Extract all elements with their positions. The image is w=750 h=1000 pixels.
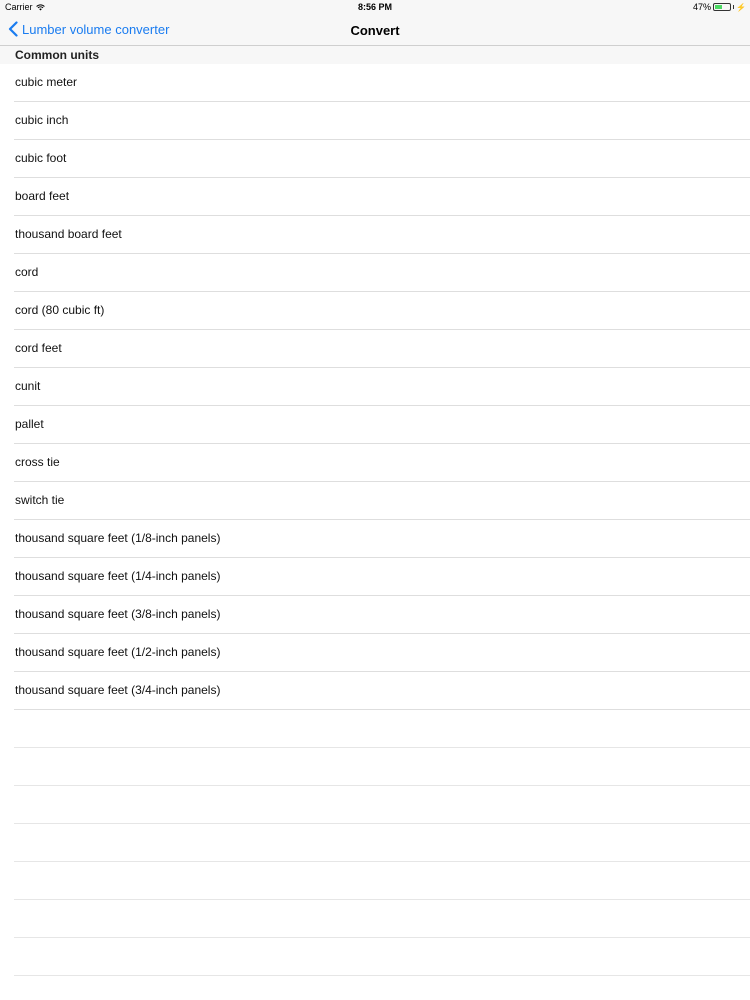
list-item[interactable] xyxy=(0,368,750,406)
empty-row xyxy=(0,938,750,976)
list-item-label: switch tie xyxy=(15,493,65,507)
list-item[interactable] xyxy=(0,64,750,102)
battery-tip xyxy=(733,5,734,9)
list-item-label: cunit xyxy=(15,379,41,393)
units-list xyxy=(0,64,750,976)
empty-row xyxy=(0,786,750,824)
list-item-label: board feet xyxy=(15,189,70,203)
list-item-label: cord (80 cubic ft) xyxy=(15,303,105,317)
charging-icon: ⚡ xyxy=(736,2,746,12)
list-item[interactable] xyxy=(0,634,750,672)
list-item[interactable] xyxy=(0,292,750,330)
battery-percent: 47% xyxy=(693,2,712,12)
list-item-label: cord feet xyxy=(15,341,62,355)
empty-row xyxy=(0,824,750,862)
list-item[interactable] xyxy=(0,140,750,178)
list-item[interactable] xyxy=(0,444,750,482)
empty-row xyxy=(0,900,750,938)
section-title: Common units xyxy=(15,48,99,62)
empty-row xyxy=(0,710,750,748)
list-item-label: thousand square feet (1/8-inch panels) xyxy=(15,531,221,545)
list-item-label: cross tie xyxy=(15,455,60,469)
carrier-label: Carrier xyxy=(5,2,33,12)
list-item-label: thousand square feet (3/8-inch panels) xyxy=(15,607,221,621)
back-button-label: Lumber volume converter xyxy=(22,21,170,37)
list-item[interactable] xyxy=(0,216,750,254)
list-item[interactable] xyxy=(0,672,750,710)
status-time: 8:56 PM xyxy=(357,2,392,12)
page-title: Convert xyxy=(350,23,400,38)
navigation-bar xyxy=(0,15,750,46)
list-item[interactable] xyxy=(0,102,750,140)
list-item-label: thousand square feet (1/2-inch panels) xyxy=(15,645,221,659)
list-item-label: cubic meter xyxy=(15,75,78,89)
list-item-label: cubic foot xyxy=(15,151,67,165)
battery-icon xyxy=(713,3,731,11)
list-item[interactable] xyxy=(0,596,750,634)
list-item[interactable] xyxy=(0,330,750,368)
empty-row xyxy=(0,862,750,900)
list-item[interactable] xyxy=(0,558,750,596)
list-item-label: thousand square feet (3/4-inch panels) xyxy=(15,683,221,697)
list-item[interactable] xyxy=(0,482,750,520)
empty-row xyxy=(0,748,750,786)
list-item-label: pallet xyxy=(15,417,44,431)
list-item-label: thousand square feet (1/4-inch panels) xyxy=(15,569,221,583)
status-right xyxy=(693,2,746,12)
list-item[interactable] xyxy=(0,254,750,292)
list-item-label: thousand board feet xyxy=(15,227,122,241)
list-item-label: cord xyxy=(15,265,39,279)
section-header xyxy=(0,46,750,64)
list-item[interactable] xyxy=(0,406,750,444)
list-item-label: cubic inch xyxy=(15,113,69,127)
status-bar xyxy=(0,0,750,15)
list-item[interactable] xyxy=(0,520,750,558)
list-item[interactable] xyxy=(0,178,750,216)
